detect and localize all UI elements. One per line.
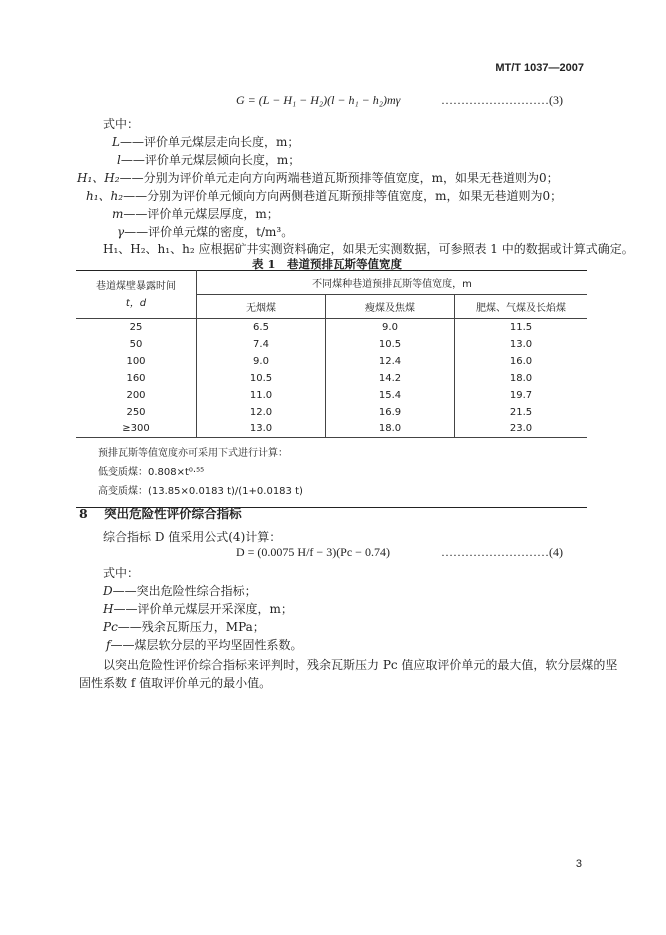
cell: 13.0 [455,336,588,353]
def-Pc [103,618,265,635]
def-symbol: f [106,638,111,652]
def-symbol: L [112,135,120,149]
def-symbol: H₁、H₂ [77,171,120,185]
table-note: 低变质煤：0.808×t⁰·⁵⁵ [98,467,205,478]
table-row [76,370,587,387]
def-symbol: γ [117,225,125,239]
cell: 14.2 [326,370,455,387]
table-note: 高变质煤：(13.85×0.0183 t)/(1+0.0183 t) [98,486,303,497]
def-l [117,151,300,168]
cell: 200 [126,389,146,401]
col-header-time-line2: t，d [125,297,147,309]
table-1 [76,270,587,508]
cell: 13.0 [197,421,326,438]
def-L [112,133,299,150]
def-H [103,600,293,617]
def-symbol: D [103,584,113,598]
note-paragraph: H₁、H₂、h₁、h₂ 应根据矿井实测资料确定，如果无实测数据，可参照表 1 中的数据或计算式确定。 [103,242,634,256]
col-header-time-line1: 巷道煤壁暴露时间 [96,280,176,292]
def-symbol: h₁、h₂ [86,189,124,203]
section-number: 8 [79,506,88,521]
section-title: 突出危险性评价综合指标 [104,506,242,521]
def-symbol: H [103,602,114,616]
cell: 10.5 [197,370,326,387]
formula-3-number: ………………………(3) [441,93,563,107]
section-8-heading [79,504,242,522]
subheader-lean-coking: 瘦煤及焦煤 [326,295,455,319]
def-symbol: m [112,207,124,221]
cell: 25 [129,321,143,333]
def-gamma [117,223,293,240]
section-8-paragraph-line2: 固性系数 f 值取评价单元的最小值。 [79,676,272,690]
subheader-fat-gas-long-flame: 肥煤、气煤及长焰煤 [455,295,588,319]
table-notes [76,438,587,508]
where-label: 式中： [103,117,140,131]
def-text: ——评价单元煤层走向长度，m； [119,135,300,149]
cell: 11.5 [455,319,588,336]
cell: 15.4 [326,387,455,404]
table-row [76,353,587,370]
page-number: 3 [575,858,582,870]
def-text: ——分别为评价单元倾向方向两侧巷道瓦斯预排等值宽度，m，如果无巷道则为0； [123,189,563,203]
cell: 12.0 [197,404,326,421]
def-text: ——分别为评价单元走向方向两端巷道瓦斯预排等值宽度，m，如果无巷道则为0； [119,171,559,185]
table-note: 预排瓦斯等值宽度亦可采用下式进行计算： [98,448,288,459]
def-text: ——评价单元煤层厚度，m； [123,207,279,221]
def-D [103,582,257,599]
standard-number: MT/T 1037—2007 [495,62,584,74]
cell: 11.0 [197,387,326,404]
cell: 9.0 [326,319,455,336]
def-text: ——突出危险性综合指标； [112,584,257,598]
cell: 12.4 [326,353,455,370]
cell: 50 [129,338,143,350]
def-h1-h2 [86,187,562,204]
def-symbol: l [117,153,121,167]
cell: 250 [126,406,146,418]
where-label-2: 式中： [103,566,140,580]
cell: 18.0 [326,421,455,438]
def-H1-H2 [77,169,559,186]
cell: 7.4 [197,336,326,353]
def-text: ——评价单元煤的密度，t/m³。 [124,225,294,239]
cell: 10.5 [326,336,455,353]
def-text: ——残余瓦斯压力，MPa； [117,620,265,634]
cell: 23.0 [455,421,588,438]
cell: 160 [126,372,146,384]
def-text: ——煤层软分层的平均坚固性系数。 [110,638,303,652]
formula-4-number: ………………………(4) [441,545,563,559]
table-row [76,404,587,421]
cell: 100 [126,355,146,367]
formula-4: D = (0.0075 H/f − 3)(Pc − 0.74) [236,545,390,559]
cell: 19.7 [455,387,588,404]
table-row [76,421,587,438]
section-8-intro: 综合指标 D 值采用公式(4)计算： [103,530,282,544]
table-notes-row [76,438,587,508]
cell: 16.9 [326,404,455,421]
group-header: 不同煤种巷道预排瓦斯等值宽度，m [197,271,588,295]
cell: 18.0 [455,370,588,387]
section-8-paragraph-line1: 以突出危险性评价综合指标来评判时，残余瓦斯压力 Pc 值应取评价单元的最大值，软分层煤的坚 [103,658,618,672]
def-f [106,636,302,653]
cell: 16.0 [455,353,588,370]
col-header-time [76,271,197,319]
def-symbol: Pc [103,620,118,634]
cell: 6.5 [197,319,326,336]
def-m [112,205,279,222]
cell: 21.5 [455,404,588,421]
def-text: ——评价单元煤层开采深度，m； [113,602,293,616]
def-text: ——评价单元煤层倾向长度，m； [120,153,301,167]
subheader-anthracite: 无烟煤 [197,295,326,319]
table-row [76,387,587,404]
cell: ≥300 [122,423,150,435]
table-row [76,336,587,353]
cell: 9.0 [197,353,326,370]
table-caption: 表 1 巷道预排瓦斯等值宽度 [252,257,403,271]
formula-3: G = (L − H₁ − H₂)(l − h₁ − h₂)mγ [236,93,401,107]
table-row [76,319,587,336]
